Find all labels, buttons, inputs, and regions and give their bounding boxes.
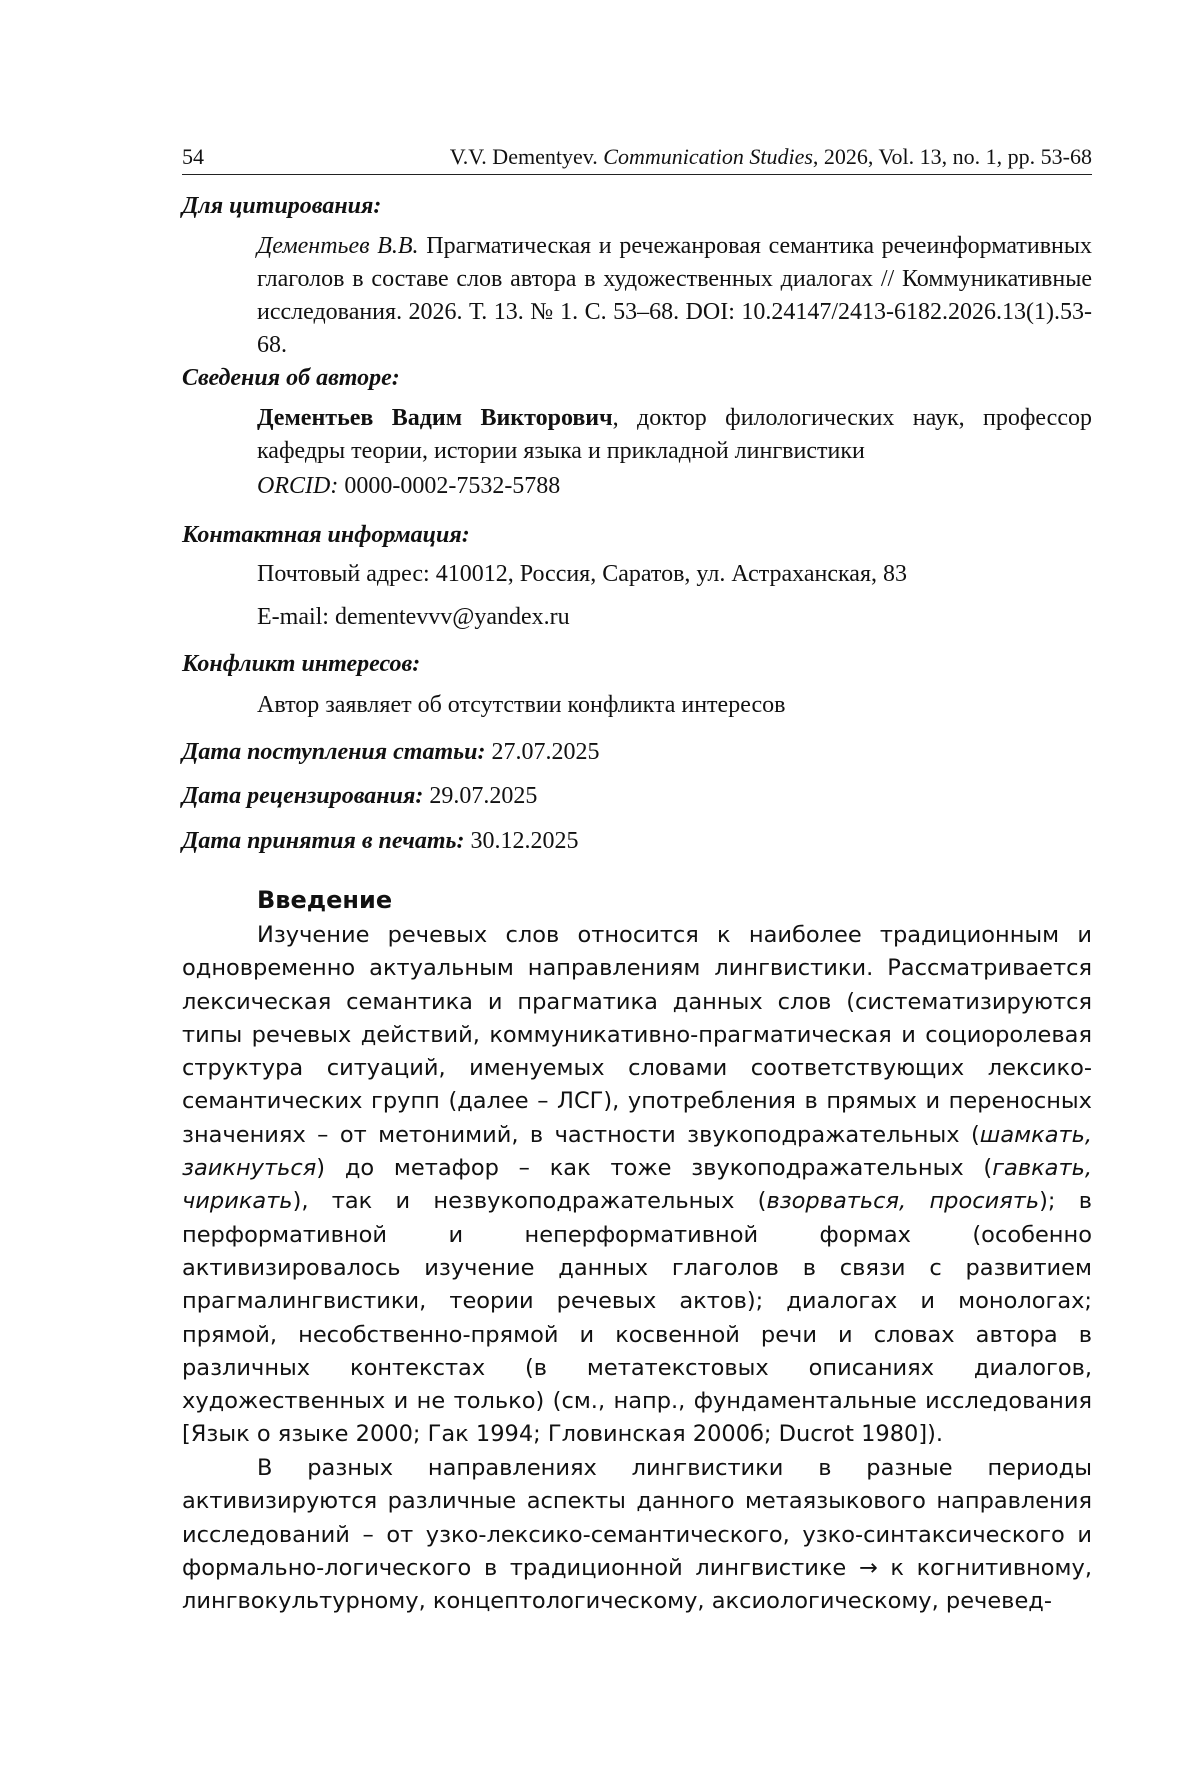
date-accepted-label: Дата принятия в печать:: [182, 828, 465, 854]
citation-label: Для цитирования:: [182, 193, 382, 219]
conflict-text: Автор заявляет об отсутствии конфликта интересов: [257, 692, 786, 718]
date-received-label: Дата поступления статьи:: [182, 739, 486, 765]
author-position: , доктор филологических наук, профессор кафедры теории, истории языка и прикладной лингвистики: [257, 405, 1092, 464]
email-address: E-mail: dementevvv@yandex.ru: [257, 604, 570, 630]
running-issue: , 2026, Vol. 13, no. 1, pp. 53-68: [812, 144, 1092, 169]
p1-example-1: шамкать, заикнуться: [182, 1121, 1092, 1182]
date-reviewed: [182, 780, 537, 813]
date-reviewed-value: 29.07.2025: [423, 783, 538, 809]
author-info-label: Сведения об авторе:: [182, 365, 400, 391]
orcid-line: [257, 470, 1092, 503]
p1-text-1: Изучение речевых слов относится к наиболее традиционным и одновременно актуальным направлениям лингвистики. Рассматривается лексическая семантика и прагматика данных слов (систематизируются типы речевых действий, коммуникативно-прагматическая и социоролевая структура ситуаций, именуемых словами соответствующих лексико-семантических групп (далее – ЛСГ), употребления в прямых и переносных значениях – от метонимий, в частности звукоподражательных (: [182, 922, 1092, 1148]
p1-example-3: взорваться, просиять: [766, 1188, 1040, 1215]
running-author: V.V. Dementyev.: [449, 144, 598, 169]
p1-example-2: гавкать, чирикать: [182, 1155, 1092, 1215]
date-reviewed-label: Дата рецензирования:: [182, 783, 424, 809]
contact-label: Контактная информация:: [182, 522, 470, 548]
orcid-value: 0000-0002-7532-5788: [338, 473, 561, 499]
date-received: [182, 736, 599, 769]
postal-address: Почтовый адрес: 410012, Россия, Саратов, ул. Астраханская, 83: [257, 561, 907, 587]
conflict-label: Конфликт интересов:: [182, 651, 421, 677]
p1-text-2: ) до метафор – как тоже звукоподражательных (: [316, 1155, 993, 1182]
date-accepted-value: 30.12.2025: [464, 828, 579, 854]
running-title: [450, 144, 1092, 170]
citation-body: Прагматическая и речежанровая семантика речеинформативных глаголов в составе слов автора в художественных диалогах // Коммуникативные исследования. 2026. Т. 13. № 1. С. 53–68. DOI: 10.24147/2413-6182.2026.13(1).53-68.: [257, 233, 1093, 358]
running-header: [182, 144, 1092, 175]
p1-text-3: ), так и незвукоподражательных (: [292, 1188, 767, 1215]
citation-author: Дементьев В.В.: [257, 233, 419, 259]
author-name: Дементьев Вадим Викторович: [257, 405, 613, 431]
intro-paragraph-2: В разных направлениях лингвистики в разные периоды активизируются различные аспекты данного метаязыкового направления исследований – от узко-лексико-семантического, узко-синтаксического и формально-логического в традиционной лингвистике → к когнитивному, лингвокультурному, концептологическому, аксиологическому, речевед-: [182, 1455, 1092, 1615]
intro-paragraph-1: [182, 919, 1092, 1452]
page-number: 54: [182, 144, 204, 169]
author-info-text: [257, 402, 1092, 468]
orcid-label: ORCID:: [257, 473, 339, 499]
p1-text-4: ); в перформативной и неперформативной формах (особенно активизировалось изучение данных глаголов в связи с развитием прагмалингвистики, теории речевых актов); диалогах и монологах; прямой, несобственно-прямой и косвенной речи и словах автора в различных контекстах (в метатекстовых описаниях диалогов, художественных и не только) (см., напр., фундаментальные исследования [Язык о языке 2000; Гак 1994; Гловинская 2000б; Ducrot 1980]).: [182, 1188, 1092, 1448]
date-accepted: [182, 825, 578, 858]
section-heading-introduction: Введение: [257, 886, 393, 914]
citation-text: [257, 230, 1092, 362]
date-received-value: 27.07.2025: [485, 739, 600, 765]
running-journal: Communication Studies: [603, 144, 813, 169]
